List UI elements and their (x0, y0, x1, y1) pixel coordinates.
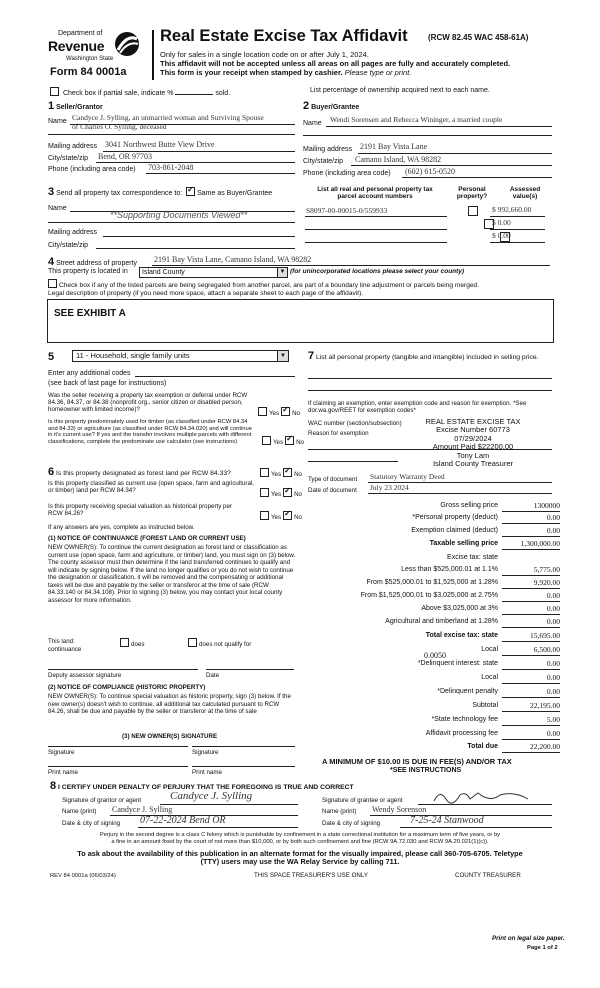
section3-mailing-label: Mailing address (48, 229, 98, 236)
stamp-line-2: Excise Number 60773 (436, 425, 510, 435)
header-sub3: This form is your receipt when stamped by cashier. Please type or print. (160, 68, 412, 77)
tax-row-label: Agricultural and timberland at 1.28% (385, 618, 498, 625)
personal-property-line-1 (308, 378, 552, 379)
parcel-number-1[interactable]: S8097-00-00015-0/559933 (306, 206, 388, 215)
legal-description-label: Legal description of property (if you need more space, attach a separate sheet to each page of the affidavit). (48, 290, 364, 297)
grantee-print-label: Name (print) (322, 808, 357, 815)
buyer-city-label: City/state/zip (303, 158, 344, 165)
q1-yes-checkbox[interactable] (258, 407, 267, 416)
tax-row-value[interactable]: 5.00 (502, 716, 560, 726)
tax-row-value[interactable]: 0.00 (502, 592, 560, 602)
tax-row-label: Exemption claimed (deduct) (411, 527, 498, 534)
tax-row-value[interactable]: 0.00 (502, 514, 560, 524)
buyer-name-label: Name (303, 120, 322, 127)
document-type-value[interactable]: Statutory Warranty Deed (370, 472, 445, 481)
grantor-date-label: Date & city of signing (62, 820, 121, 827)
section3-name-label: Name (48, 205, 67, 212)
buyer-mailing-value[interactable]: 2191 Bay Vista Lane (360, 142, 428, 151)
parcel-list-heading: List all real and personal property tax parcel account numbers (317, 186, 433, 201)
tax-row-value[interactable]: 1300000 (502, 502, 560, 512)
tax-row-value[interactable]: 0.00 (502, 527, 560, 537)
land-does-row: does (118, 638, 144, 648)
buyer-heading: 2 Buyer/Grantee (303, 100, 360, 112)
grantor-signature[interactable]: Candyce J. Sylling (170, 790, 253, 802)
section5-number: 5 (48, 351, 55, 363)
section5-q2: Is this property predominately used for timber (as classified under RCW 84.34 and 84.33) or agriculture (as classified under RCW 84.34.020) and will continue in it's current use? If yes and the transfer involves multiple parcels with different classifications, complete the predominate use calculator (see instructions) (48, 419, 252, 445)
seller-name-line2[interactable]: of Charles O. Sylling, deceased (72, 122, 167, 131)
wac-number-label: WAC number (section/subsection) (308, 420, 402, 427)
owner-print-label-2: Print name (192, 769, 222, 776)
legal-paper-note: Print on legal size paper. (492, 935, 565, 942)
tax-row (318, 730, 560, 740)
tax-row (318, 660, 560, 670)
seller-name-underline2 (48, 134, 295, 135)
continuance-label: continuance (48, 646, 82, 653)
department-label: Department of (58, 30, 103, 37)
exemption-line-2 (308, 461, 398, 462)
assessed-underline-3 (490, 242, 545, 243)
tax-row (318, 716, 560, 726)
form-number: Form 84 0001a (50, 66, 127, 78)
county-select-value: Island County (142, 269, 185, 276)
tax-row-label: Gross selling price (440, 502, 498, 509)
q2-yes-checkbox[interactable] (262, 436, 271, 445)
deputy-date-label: Date (206, 672, 220, 679)
buyer-phone-underline (402, 177, 552, 178)
grantee-date-underline (400, 827, 552, 828)
buyer-city-value[interactable]: Camano Island, WA 98282 (355, 155, 442, 164)
assessed-value-2[interactable]: $ 0.00 (492, 218, 511, 227)
partial-sale-row: Check box if partial sale, indicate % sold. (48, 87, 230, 98)
tax-row (318, 743, 560, 753)
certify-statement: 8 I CERTIFY UNDER PENALTY OF PERJURY THAT THE FOREGOING IS TRUE AND CORRECT (50, 780, 354, 792)
stamp-line-5: Tony Lam (456, 450, 490, 460)
treasurer-receipt-stamp (398, 418, 548, 468)
notice-continuance-title: (1) NOTICE OF CONTINUANCE (FOREST LAND OR CURRENT USE) (48, 535, 246, 542)
partial-sale-checkbox[interactable] (50, 87, 59, 96)
parcel-underline-3 (305, 242, 447, 243)
section6-q1-answers: Yes✓ No (258, 468, 302, 478)
see-instructions-note: *SEE INSTRUCTIONS (390, 767, 462, 774)
historic-no-checkbox[interactable] (283, 511, 292, 520)
grantor-date-value[interactable]: 07-22-2024 Bend OR (140, 815, 226, 826)
tax-row (318, 618, 560, 628)
section4-street-row: 4 Street address of property (48, 256, 138, 268)
owner-signature-label-2: Signature (192, 749, 219, 756)
tax-row-label: Above $3,025,000 at 3% (421, 605, 498, 612)
tax-row-label: Local (481, 646, 498, 653)
this-land-label: This land: (48, 638, 75, 645)
county-note: (for unincorporated locations please select your county) (290, 268, 465, 275)
document-date-underline (368, 493, 552, 494)
tax-row-value[interactable]: 0.00 (502, 674, 560, 684)
buyer-name-underline (326, 126, 552, 127)
header-sub2: This affidavit will not be accepted unless all areas on all pages are fully and accurately completed. (160, 59, 511, 68)
personal-property-heading: Personal property? (456, 186, 488, 201)
page-number: Page 1 of 2 (527, 945, 558, 951)
segregated-checkbox[interactable] (48, 279, 57, 288)
deputy-date-line (206, 669, 294, 670)
assessed-value-1[interactable]: $ 992,660.00 (492, 205, 532, 214)
tax-row-value[interactable]: 0.00 (502, 688, 560, 698)
section6-q3: Is this property receiving special valuation as historical property per RCW 84.26? (48, 503, 232, 518)
tax-row-value[interactable]: 0.00 (502, 605, 560, 615)
section5-q1-answers: Yes✓ No (256, 407, 300, 417)
section6-q2: Is this property classified as current use (open space, farm and agricultural, or timber) land per RCW 84.34? (48, 480, 255, 495)
buyer-phone-label: Phone (including area code) (303, 170, 391, 177)
exemption-reason-label: Reason for exemption (308, 430, 369, 437)
grantee-signature-label: Signature of grantee or agent (322, 797, 403, 804)
buyer-mailing-label: Mailing address (303, 146, 353, 153)
see-back-note: (see back of last page for instructions) (48, 380, 167, 387)
tax-row-value[interactable]: 15,695.00 (502, 632, 560, 642)
owner-print-line-2 (192, 766, 295, 767)
buyer-phone-value[interactable]: (602) 615-0520 (405, 167, 455, 176)
tax-row (318, 605, 560, 615)
form-title: Real Estate Excise Tax Affidavit (160, 27, 408, 45)
grantee-date-value[interactable]: 7-25-24 Stanwood (410, 815, 484, 826)
owner-signature-line-1 (48, 746, 188, 747)
tax-row-label: Subtotal (472, 702, 498, 709)
use-code-select[interactable] (72, 350, 289, 362)
tax-row-label: From $1,525,000.01 to $3,025,000 at 2.75% (360, 592, 498, 599)
tax-row (318, 592, 560, 602)
tax-row-label: From $525,000.01 to $1,525,000 at 1.28% (366, 579, 498, 586)
rcw-reference: (RCW 82.45 WAC 458-61A) (428, 33, 529, 42)
assessed-value-heading: Assessed value(s) (509, 186, 541, 201)
tax-row-label: *Delinquent interest: state (417, 660, 498, 667)
seller-city-label: City/state/zip (48, 155, 89, 162)
current-use-yes-checkbox[interactable] (260, 488, 269, 497)
accessibility-notice: To ask about the availability of this publication in an alternate format for the visually impaired, please call 360-705-6705. Teletype (TTY) users may use the WA Relay Service by calling 711. (77, 849, 523, 867)
document-date-label: Date of document (308, 487, 357, 494)
tax-row (318, 674, 560, 684)
land-does-not-checkbox[interactable] (188, 638, 197, 647)
assessed-underline-1 (490, 216, 545, 217)
stamp-line-6: Island County Treasurer (432, 458, 514, 468)
q1-no-checkbox[interactable] (281, 407, 290, 416)
segregated-row: Check box if any of the listed parcels are being segregated from another parcel, are part of a boundary line adjustment or parcels being merged. (46, 279, 479, 290)
county-treasurer-label: COUNTY TREASURER (455, 872, 521, 879)
deputy-signature-line (48, 669, 198, 670)
tax-row-label: Affidavit processing fee (425, 730, 498, 737)
tax-row (318, 632, 560, 642)
additional-codes-underline (135, 376, 295, 377)
property-street-value[interactable]: 2191 Bay Vista Lane, Camano Island, WA 98282 (154, 255, 312, 264)
land-does-not-row: does not qualify for (186, 638, 251, 648)
buyer-name-value[interactable]: Wendi Sorensen and Rebecca Wininger, a married couple (330, 115, 503, 124)
tax-row (318, 527, 560, 537)
tax-row-label: *Personal property (deduct) (412, 514, 498, 521)
current-use-no-checkbox[interactable] (283, 488, 292, 497)
notice-continuance-text: NEW OWNER(S): To continue the current designation as forest land or classification as current use (open space, farm and agriculture, or timber) land, you must sign on (3) below. The county assessor must then determine if the land transferred continues to qualify and will indicate by signing below. If the land no longer qualifies or you do not wish to continue the designation or classification, it will be removed and the compensating or additional taxes will be due and payable by the seller or transferor at the time of sale (RCW 84.33.140 or 84.34.108). Prior to signing (3) below, you may contact your local county assessor for more information. (48, 544, 296, 604)
grantor-signature-underline (160, 804, 298, 805)
exemption-note: If claiming an exemption, enter exemption code and reason for exemption. *See dor.wa.gov/REET for exemption codes* (308, 400, 527, 415)
legal-description-value: SEE EXHIBIT A (54, 308, 126, 319)
tax-row-label: Less than $525,000.01 at 1.1% (401, 566, 498, 573)
buyer-city-underline (351, 165, 552, 166)
tax-row-value[interactable]: 1,300,000.00 (502, 540, 560, 550)
chevron-down-icon[interactable]: ▼ (277, 268, 287, 277)
section3-name-underline2 (48, 222, 295, 223)
if-yes-note: If any answers are yes, complete as instructed below. (48, 524, 195, 531)
tax-row-label: Total due (467, 743, 498, 750)
q2-no-checkbox[interactable] (285, 436, 294, 445)
supporting-docs-stamp: **Supporting Documents Viewed** (110, 210, 248, 220)
grantee-signature[interactable] (430, 787, 550, 805)
section5-q1: Was the seller receiving a property tax exemption or deferral under RCW 84.36, 84.37, or 84.38 (nonprofit org., senior citizen or disabled person, homeowner with limited income)? (48, 392, 248, 414)
stamp-line-4: Amount Paid $22200.00 (432, 442, 514, 452)
tax-row (318, 566, 560, 576)
same-as-buyer-checkbox[interactable] (186, 187, 195, 196)
seller-name-line1[interactable]: Candyce J. Sylling, an unmarried woman and Surviving Spouse (72, 113, 264, 122)
header-sub1: Only for sales in a single location code on or after July 1, 2024. (160, 50, 369, 59)
tax-row (318, 688, 560, 698)
seller-mailing-value[interactable]: 3041 Northwest Butte View Drive (105, 140, 215, 149)
tax-row-label: Taxable selling price (429, 540, 498, 547)
assessed-underline-2 (490, 229, 545, 230)
seller-name-label: Name (48, 118, 67, 125)
county-select[interactable] (139, 267, 288, 278)
tax-row-label: Local (481, 674, 498, 681)
document-type-label: Type of document (308, 476, 358, 483)
tax-row-value[interactable]: 9,920.00 (502, 579, 560, 589)
tax-row-value[interactable]: 22,195.00 (502, 702, 560, 712)
tax-row-value[interactable]: 0.00 (502, 618, 560, 628)
tax-row-label: *Delinquent penalty (437, 688, 498, 695)
ownership-note: List percentage of ownership acquired next to each name. (310, 87, 490, 94)
seller-mailing-label: Mailing address (48, 143, 98, 150)
seller-heading: 1 Seller/Grantor (48, 100, 103, 112)
grantor-print-value[interactable]: Candyce J. Sylling (112, 805, 173, 814)
tax-row-value[interactable]: 5,775.00 (502, 566, 560, 576)
historic-yes-checkbox[interactable] (260, 511, 269, 520)
treasurer-use-label: THIS SPACE TREASURER'S USE ONLY (254, 872, 368, 879)
owner-print-label-1: Print name (48, 769, 78, 776)
legal-description-box[interactable] (47, 299, 554, 343)
tax-row-value[interactable]: 0.00 (502, 730, 560, 740)
tax-row (318, 540, 560, 550)
located-in-label: This property is located in (48, 268, 128, 275)
section3-heading: 3 Send all property tax correspondence to: ✓ Same as Buyer/Grantee (48, 186, 272, 199)
property-street-underline (152, 265, 550, 266)
buyer-name-underline2 (303, 135, 552, 136)
tax-row (318, 554, 560, 564)
revenue-logo-icon (113, 30, 141, 58)
deputy-signature-label: Deputy assessor signature (48, 672, 122, 679)
revenue-logo-text: Revenue (48, 38, 105, 54)
personal-property-line-2 (308, 390, 552, 391)
section6-q1: 6 Is this property designated as forest land per RCW 84.33? (48, 466, 231, 478)
personal-property-checkbox-1[interactable] (468, 206, 478, 216)
grantee-print-value[interactable]: Wendy Sorenson (372, 805, 427, 814)
section6-q2-answers: Yes✓ No (258, 488, 302, 498)
header-divider (152, 30, 154, 80)
tax-row-value[interactable]: 22,200.00 (502, 743, 560, 753)
tax-row (318, 514, 560, 524)
grantor-date-underline (138, 827, 298, 828)
grantor-print-label: Name (print) (62, 808, 97, 815)
grantor-signature-label: Signature of grantor or agent (62, 797, 142, 804)
use-code-value: 11 - Household, single family units (76, 351, 190, 360)
local-rate-value: 0.0050 (424, 651, 446, 660)
new-owner-signature-title: (3) NEW OWNER(S) SIGNATURE (122, 733, 218, 740)
tax-row-label: *State technology fee (431, 716, 498, 723)
minimum-due-note: A MINIMUM OF $10.00 IS DUE IN FEE(S) AND/OR TAX (322, 757, 512, 766)
parcel-underline-2 (305, 229, 447, 230)
seller-phone-underline (146, 173, 295, 174)
document-date-value[interactable]: July 23 2024 (370, 483, 409, 492)
section6-q3-answers: Yes✓ No (258, 511, 302, 521)
seller-city-underline (96, 162, 295, 163)
forest-no-checkbox[interactable] (283, 468, 292, 477)
seller-phone-value[interactable]: 703-861-2048 (148, 163, 194, 172)
stamp-line-1: REAL ESTATE EXCISE TAX (425, 417, 521, 426)
section3-city-label: City/state/zip (48, 242, 89, 249)
forest-yes-checkbox[interactable] (260, 468, 269, 477)
section5-q2-answers: Yes✓ No (260, 436, 304, 446)
grantee-signature-underline (418, 804, 552, 805)
tax-row-label: Total excise tax: state (425, 632, 498, 639)
tax-row-value[interactable]: 6,500.00 (502, 646, 560, 656)
owner-signature-line-2 (192, 746, 295, 747)
owner-signature-label-1: Signature (48, 749, 75, 756)
grantee-date-label: Date & city of signing (322, 820, 381, 827)
tax-row-value[interactable]: 0.00 (502, 660, 560, 670)
tax-row (318, 502, 560, 512)
seller-city-value[interactable]: Bend, OR 97703 (98, 152, 152, 161)
notice-compliance-title: (2) NOTICE OF COMPLIANCE (HISTORIC PROPERTY) (48, 684, 206, 691)
tax-row-label: Excise tax: state (447, 554, 498, 561)
assessed-value-3[interactable]: $ 0.00 (492, 231, 511, 240)
buyer-mailing-underline (358, 153, 552, 154)
seller-phone-label: Phone (including area code) (48, 166, 136, 173)
owner-print-line-1 (48, 766, 188, 767)
tax-row (318, 579, 560, 589)
revision-label: REV 84 0001a (06/03/24) (50, 873, 116, 879)
land-does-checkbox[interactable] (120, 638, 129, 647)
chevron-down-icon[interactable]: ▼ (277, 351, 288, 361)
additional-codes-label: Enter any additional codes (48, 370, 131, 377)
section3-mailing-underline (103, 236, 295, 237)
section7-label: 7 List all personal property (tangible and intangible) included in selling price. (308, 350, 539, 362)
perjury-notice: Perjury in the second degree is a class C felony which is punishable by confinement in a state correctional institution for a maximum term of five years, or by a fine in an amount fixed by the court of not more than $10,000, or by both such confinement and fine (RCW 9A.72.030 and RCW 9A.20.021(1)(c)). (99, 832, 501, 845)
notice-compliance-text: NEW OWNER(S): To continue special valuation as historic property, sign (3) below. If the new owner(s) doesn't wish to continue, all additional tax calculated pursuant to RCW 84.26, shall be due and payable by the seller or transferor at the time of sale (48, 693, 291, 716)
tax-row (318, 702, 560, 712)
washington-state-label: Washington State (66, 56, 114, 62)
parcel-underline-1 (305, 216, 447, 217)
stamp-line-3: 07/29/2024 (454, 433, 492, 443)
section3-city-underline (96, 248, 295, 249)
